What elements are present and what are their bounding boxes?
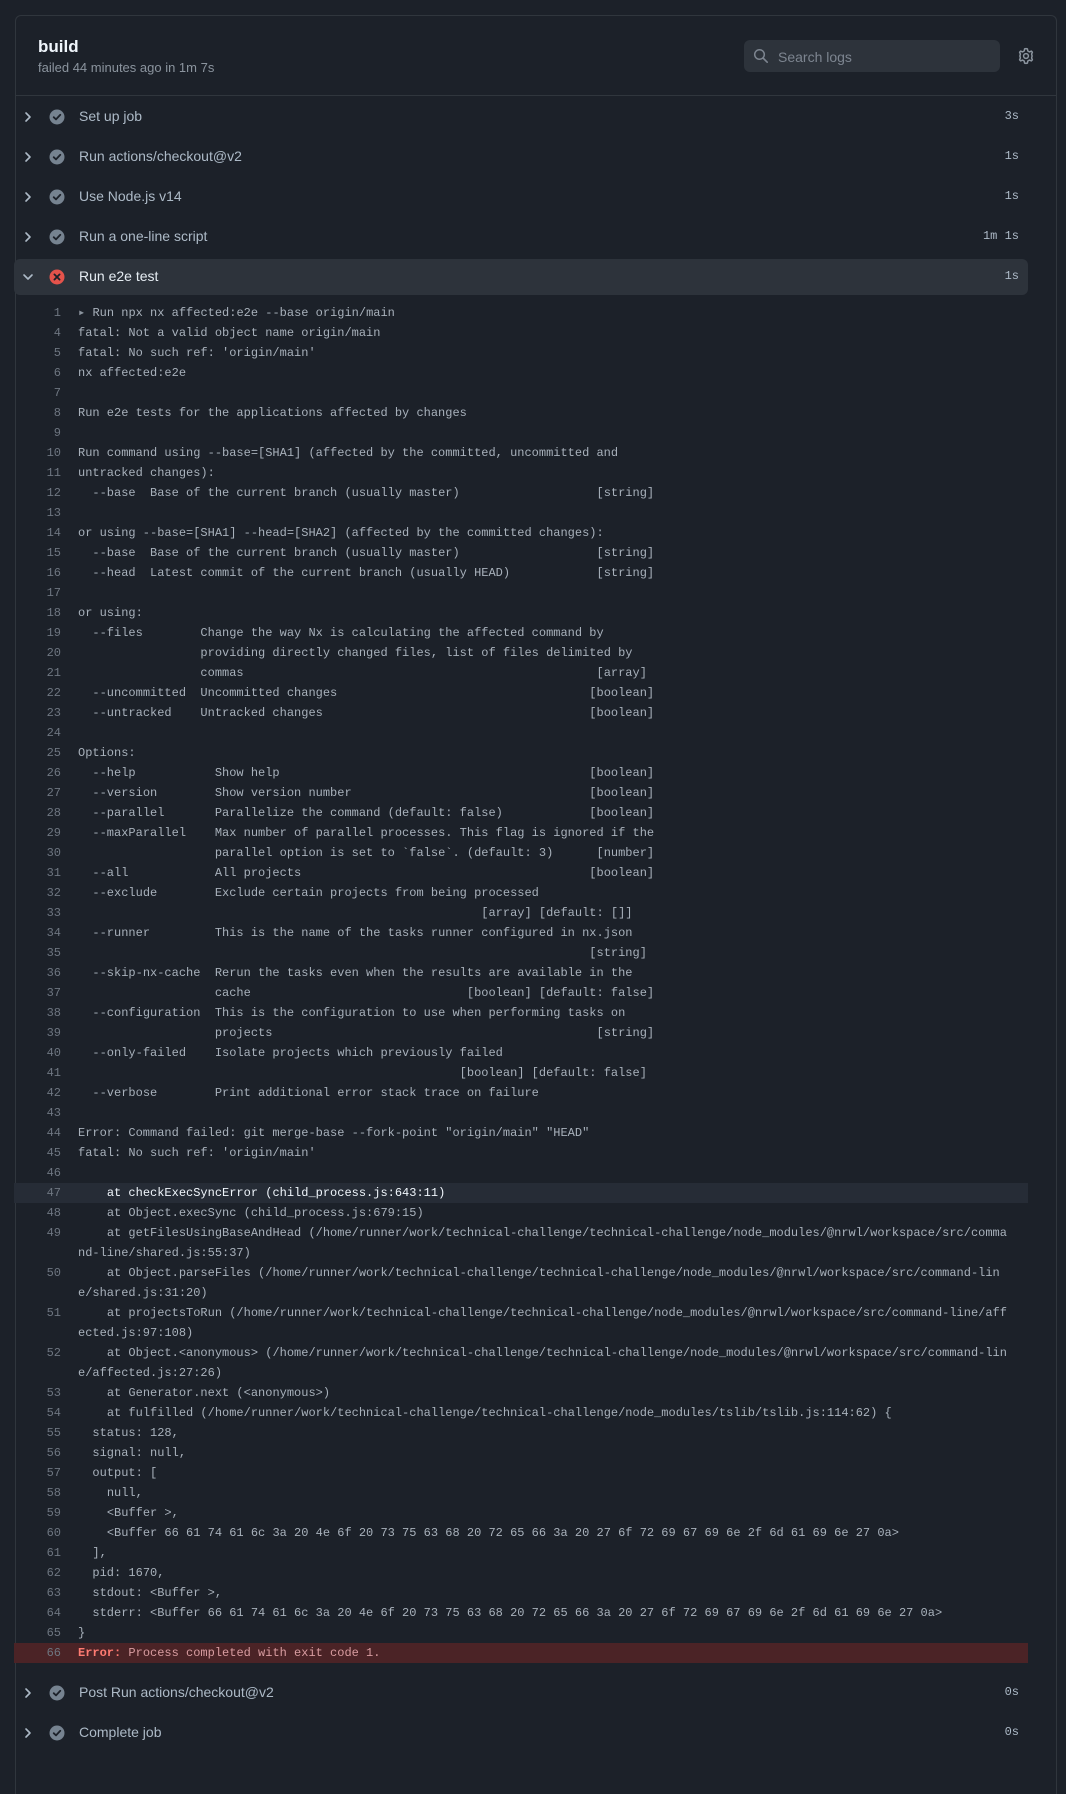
log-line (14, 323, 1028, 343)
line-number[interactable]: 17 (46, 586, 61, 600)
log-line (14, 1403, 1028, 1423)
log-text (78, 923, 1028, 943)
line-number[interactable]: 34 (46, 926, 61, 940)
log-text (78, 1303, 1028, 1343)
log-line-content: --verbose Print additional error stack trace on failure (78, 1086, 539, 1100)
line-number[interactable]: 32 (46, 886, 61, 900)
log-text (78, 1543, 1028, 1563)
line-number[interactable]: 43 (46, 1106, 61, 1120)
log-line-content: providing directly changed files, list of files delimited by (78, 646, 633, 660)
step-name: Run e2e test (79, 268, 159, 284)
log-line (14, 1303, 1028, 1343)
log-line-content: or using --base=[SHA1] --head=[SHA2] (affected by the committed changes): (78, 526, 604, 540)
log-line-content: signal: null, (78, 1446, 187, 1460)
log-line-content: --uncommitted Uncommitted changes [boolean] (78, 686, 655, 700)
line-number[interactable]: 31 (46, 866, 61, 880)
line-number[interactable]: 25 (46, 746, 61, 760)
log-line (14, 1203, 1028, 1223)
line-number[interactable]: 38 (46, 1006, 61, 1020)
gear-icon[interactable] (1017, 47, 1035, 65)
log-line-content: Process completed with exit code 1. (128, 1646, 381, 1660)
line-number[interactable]: 30 (46, 846, 61, 860)
log-line (14, 1463, 1028, 1483)
log-line-content: --base Base of the current branch (usually master) [string] (78, 486, 655, 500)
job-status-text: failed 44 minutes ago in 1m 7s (38, 60, 215, 75)
line-number[interactable]: 19 (46, 626, 61, 640)
line-number[interactable]: 42 (46, 1086, 61, 1100)
line-number[interactable]: 6 (53, 366, 61, 380)
log-line (14, 883, 1028, 903)
log-text (78, 1583, 1028, 1603)
line-number[interactable]: 50 (46, 1266, 61, 1280)
log-line (14, 943, 1028, 963)
line-number[interactable]: 7 (53, 386, 61, 400)
line-number[interactable]: 56 (46, 1446, 61, 1460)
log-line-content: Run npx nx affected:e2e --base origin/main (92, 306, 395, 320)
line-number[interactable]: 14 (46, 526, 61, 540)
line-number[interactable]: 64 (46, 1606, 61, 1620)
log-line-content: --head Latest commit of the current branch (usually HEAD) [string] (78, 566, 655, 580)
log-text (78, 1603, 1028, 1623)
log-line (14, 423, 1028, 443)
log-line (14, 1543, 1028, 1563)
log-line (14, 1043, 1028, 1063)
log-line (14, 1143, 1028, 1163)
log-text (78, 1503, 1028, 1523)
search-logs-input[interactable] (776, 40, 994, 74)
log-text (78, 1463, 1028, 1483)
log-line-content: at fulfilled (/home/runner/work/technical-challenge/technical-challenge/node_modules/tslib/tslib.js:114:62) { (78, 1406, 892, 1420)
log-line-content: --files Change the way Nx is calculating the affected command by (78, 626, 604, 640)
line-number[interactable]: 58 (46, 1486, 61, 1500)
steps-list (14, 99, 1028, 1755)
chevron-right-icon (22, 111, 34, 123)
log-text (78, 1523, 1028, 1543)
line-number[interactable]: 26 (46, 766, 61, 780)
step-name: Complete job (79, 1724, 162, 1740)
log-text (78, 1623, 1028, 1643)
step-duration: 1s (1004, 189, 1019, 203)
log-line (14, 1103, 1028, 1123)
log-line (14, 1563, 1028, 1583)
log-line (14, 523, 1028, 543)
log-line-content: parallel option is set to `false`. (default: 3) [number] (78, 846, 655, 860)
chevron-right-icon (22, 231, 34, 243)
log-line (14, 983, 1028, 1003)
log-text (78, 763, 1028, 783)
log-line (14, 563, 1028, 583)
line-number[interactable]: 22 (46, 686, 61, 700)
line-number[interactable]: 44 (46, 1126, 61, 1140)
log-text (78, 883, 1028, 903)
log-text (78, 943, 1028, 963)
log-text (78, 1423, 1028, 1443)
search-icon (753, 48, 769, 64)
log-line (14, 383, 1028, 403)
log-line (14, 963, 1028, 983)
chevron-down-icon (22, 271, 34, 283)
check-circle-icon (49, 1685, 65, 1701)
log-line (14, 603, 1028, 623)
log-line (14, 1023, 1028, 1043)
log-text (78, 863, 1028, 883)
log-text (78, 1403, 1028, 1423)
step-duration: 1s (1004, 149, 1019, 163)
log-line-content: cache [boolean] [default: false] (78, 986, 655, 1000)
line-number[interactable]: 40 (46, 1046, 61, 1060)
log-text (78, 343, 1028, 363)
log-line (14, 1383, 1028, 1403)
line-number[interactable]: 5 (53, 346, 61, 360)
log-line-content: fatal: No such ref: 'origin/main' (78, 346, 316, 360)
log-text (78, 1023, 1028, 1043)
log-line (14, 1343, 1028, 1383)
line-number[interactable]: 9 (53, 426, 61, 440)
log-line-content: --all All projects [boolean] (78, 866, 655, 880)
log-line (14, 1443, 1028, 1463)
log-line (14, 723, 1028, 743)
log-line (14, 1263, 1028, 1303)
log-text (78, 823, 1028, 843)
log-line (14, 1083, 1028, 1103)
log-text (78, 1483, 1028, 1503)
log-line-content: pid: 1670, (78, 1566, 165, 1580)
step-duration: 0s (1004, 1725, 1019, 1739)
log-line-content: at Object.parseFiles (/home/runner/work/technical-challenge/technical-challenge/node_modules/@nrwl/workspace/src/command-line/shared.js:31:20) (78, 1266, 1000, 1300)
line-number[interactable]: 29 (46, 826, 61, 840)
log-line-content: --runner This is the name of the tasks runner configured in nx.json (78, 926, 633, 940)
log-line (14, 583, 1028, 603)
log-line (14, 783, 1028, 803)
log-line (14, 663, 1028, 683)
line-number[interactable]: 33 (46, 906, 61, 920)
log-text (78, 1203, 1028, 1223)
step-complete-job[interactable] (14, 1715, 1028, 1751)
log-line-content: fatal: Not a valid object name origin/main (78, 326, 381, 340)
log-line (14, 1503, 1028, 1523)
line-number[interactable]: 4 (53, 326, 61, 340)
line-number[interactable]: 27 (46, 786, 61, 800)
log-text (78, 563, 1028, 583)
log-line-content: or using: (78, 606, 143, 620)
line-number[interactable]: 65 (46, 1626, 61, 1640)
step-duration: 1m 1s (982, 229, 1019, 243)
log-line-content: status: 128, (78, 1426, 179, 1440)
line-number[interactable]: 36 (46, 966, 61, 980)
log-line (14, 803, 1028, 823)
log-text (78, 1643, 1028, 1663)
check-circle-icon (49, 149, 65, 165)
log-line-content: fatal: No such ref: 'origin/main' (78, 1146, 316, 1160)
line-number[interactable]: 21 (46, 666, 61, 680)
log-text (78, 603, 1028, 623)
log-line-content: [array] [default: []] (78, 906, 633, 920)
step-duration: 0s (1004, 1685, 1019, 1699)
x-circle-icon (49, 269, 65, 285)
log-line-content: nx affected:e2e (78, 366, 187, 380)
log-line (14, 843, 1028, 863)
log-text (78, 1083, 1028, 1103)
line-number[interactable]: 8 (53, 406, 61, 420)
log-line-content: --only-failed Isolate projects which previously failed (78, 1046, 503, 1060)
log-text (78, 463, 1028, 483)
line-number[interactable]: 18 (46, 606, 61, 620)
log-text (78, 543, 1028, 563)
step-name: Run a one-line script (79, 228, 208, 244)
log-line-content: at getFilesUsingBaseAndHead (/home/runner/work/technical-challenge/technical-challenge/node_modules/@nrwl/workspace/src/command-line/shared.js:55:37) (78, 1226, 1007, 1260)
line-number[interactable]: 46 (46, 1166, 61, 1180)
chevron-right-icon (22, 151, 34, 163)
log-line (14, 443, 1028, 463)
job-title: build (38, 37, 79, 56)
log-line (14, 483, 1028, 503)
log-line-content: --parallel Parallelize the command (default: false) [boolean] (78, 806, 655, 820)
step-duration: 1s (1004, 269, 1019, 283)
log-line (14, 1163, 1028, 1183)
log-line (14, 343, 1028, 363)
log-line-content: --version Show version number [boolean] (78, 786, 655, 800)
log-line (14, 743, 1028, 763)
log-line-content: --base Base of the current branch (usually master) [string] (78, 546, 655, 560)
line-number[interactable]: 54 (46, 1406, 61, 1420)
line-number[interactable]: 47 (46, 1186, 61, 1200)
log-line (14, 463, 1028, 483)
step-run-e2e-test[interactable] (14, 259, 1028, 295)
line-number[interactable]: 28 (46, 806, 61, 820)
chevron-right-icon (22, 1727, 34, 1739)
step-name: Run actions/checkout@v2 (79, 148, 242, 164)
log-line (14, 763, 1028, 783)
log-line-content: <Buffer 66 61 74 61 6c 3a 20 4e 6f 20 73 75 63 68 20 72 65 66 3a 20 27 6f 72 69 67 69 6e 2f 6d 61 69 6e 27 0a> (78, 1526, 899, 1540)
check-circle-icon (49, 229, 65, 245)
log-text (78, 803, 1028, 823)
log-text (78, 743, 1028, 763)
log-line (14, 543, 1028, 563)
step-post-run-actions-checkout-v2[interactable] (14, 1675, 1028, 1711)
log-line (14, 643, 1028, 663)
line-number[interactable]: 57 (46, 1466, 61, 1480)
log-line (14, 1603, 1028, 1623)
log-line-content: --exclude Exclude certain projects from being processed (78, 886, 539, 900)
log-line-content: Error: Command failed: git merge-base --fork-point "origin/main" "HEAD" (78, 1126, 590, 1140)
line-number[interactable]: 62 (46, 1566, 61, 1580)
log-text (78, 303, 1028, 323)
log-line-content: Run e2e tests for the applications affected by changes (78, 406, 467, 420)
log-line (14, 1003, 1028, 1023)
log-text (78, 443, 1028, 463)
log-text (78, 1343, 1028, 1383)
step-name: Set up job (79, 108, 143, 124)
log-line (14, 1583, 1028, 1603)
log-text (78, 843, 1028, 863)
line-number[interactable]: 35 (46, 946, 61, 960)
log-line (14, 1523, 1028, 1543)
step-name: Post Run actions/checkout@v2 (79, 1684, 274, 1700)
log-text (78, 643, 1028, 663)
log-text (78, 1063, 1028, 1083)
log-text (78, 663, 1028, 683)
line-number[interactable]: 24 (46, 726, 61, 740)
log-text (78, 1183, 1028, 1203)
log-line-content: --help Show help [boolean] (78, 766, 655, 780)
log-line-content: --configuration This is the configuration to use when performing tasks on (78, 1006, 626, 1020)
log-line (14, 1183, 1028, 1203)
line-number[interactable]: 55 (46, 1426, 61, 1440)
log-text (78, 1563, 1028, 1583)
log-text (78, 983, 1028, 1003)
step-log-output (14, 303, 1028, 1663)
log-line-content: at checkExecSyncError (child_process.js:643:11) (78, 1186, 446, 1200)
log-text (78, 1143, 1028, 1163)
log-line-content: <Buffer >, (78, 1506, 179, 1520)
log-line-content: ], (78, 1546, 107, 1560)
log-text (78, 623, 1028, 643)
log-line (14, 1423, 1028, 1443)
line-number[interactable]: 16 (46, 566, 61, 580)
step-run-actions-checkout-v2[interactable] (14, 139, 1028, 175)
chevron-right-icon (22, 1687, 34, 1699)
log-line-content: null, (78, 1486, 143, 1500)
log-text (78, 523, 1028, 543)
log-line-content: --skip-nx-cache Rerun the tasks even when the results are available in the (78, 966, 633, 980)
line-number[interactable]: 61 (46, 1546, 61, 1560)
line-number[interactable]: 37 (46, 986, 61, 1000)
log-text (78, 483, 1028, 503)
log-line-content: } (78, 1626, 86, 1640)
step-name: Use Node.js v14 (79, 188, 182, 204)
log-line (14, 503, 1028, 523)
log-text (78, 683, 1028, 703)
log-line-content: at Generator.next (<anonymous>) (78, 1386, 331, 1400)
line-number[interactable]: 51 (46, 1306, 61, 1320)
line-number[interactable]: 60 (46, 1526, 61, 1540)
log-line (14, 863, 1028, 883)
log-line-content: at projectsToRun (/home/runner/work/technical-challenge/technical-challenge/node_modules/@nrwl/workspace/src/command-line/affected.js:97:108) (78, 1306, 1007, 1340)
line-number[interactable]: 66 (46, 1646, 61, 1660)
log-line-content: stderr: <Buffer 66 61 74 61 6c 3a 20 4e 6f 20 73 75 63 68 20 72 65 66 3a 20 27 6f 72 69 67 69 6e 2f 6d 61 69 6e 27 0a> (78, 1606, 943, 1620)
log-line (14, 903, 1028, 923)
log-line (14, 1063, 1028, 1083)
log-text (78, 903, 1028, 923)
log-text (78, 363, 1028, 383)
line-number[interactable]: 45 (46, 1146, 61, 1160)
line-number[interactable]: 11 (46, 466, 61, 480)
caret-right-icon[interactable]: ▸ (78, 306, 93, 320)
log-text (78, 1223, 1028, 1263)
step-duration: 3s (1004, 109, 1019, 123)
line-number[interactable]: 20 (46, 646, 61, 660)
log-line (14, 1223, 1028, 1263)
job-header (16, 16, 1056, 96)
log-line (14, 623, 1028, 643)
log-line (14, 1483, 1028, 1503)
log-line (14, 303, 1028, 323)
log-text (78, 783, 1028, 803)
log-line-content: untracked changes): (78, 466, 215, 480)
log-line-content: at Object.execSync (child_process.js:679:15) (78, 1206, 424, 1220)
line-number[interactable]: 53 (46, 1386, 61, 1400)
line-number[interactable]: 52 (46, 1346, 61, 1360)
log-line (14, 923, 1028, 943)
line-number[interactable]: 13 (46, 506, 61, 520)
log-line-content: --maxParallel Max number of parallel processes. This flag is ignored if the (78, 826, 655, 840)
log-line-content: Run command using --base=[SHA1] (affected by the committed, uncommitted and (78, 446, 619, 460)
log-line-content: stdout: <Buffer >, (78, 1586, 223, 1600)
step-run-a-one-line-script[interactable] (14, 219, 1028, 255)
line-number[interactable]: 1 (53, 306, 61, 320)
log-line-content: [boolean] [default: false] (78, 1066, 647, 1080)
check-circle-icon (49, 109, 65, 125)
log-text (78, 1263, 1028, 1303)
line-number[interactable]: 12 (46, 486, 61, 500)
log-line (14, 823, 1028, 843)
line-number[interactable]: 41 (46, 1066, 61, 1080)
log-text (78, 1443, 1028, 1463)
log-text (78, 703, 1028, 723)
line-number[interactable]: 49 (46, 1226, 61, 1240)
log-line (14, 683, 1028, 703)
log-text (78, 1383, 1028, 1403)
log-line (14, 703, 1028, 723)
line-number[interactable]: 10 (46, 446, 61, 460)
log-line-content: at Object.<anonymous> (/home/runner/work/technical-challenge/technical-challenge/node_modules/@nrwl/workspace/src/command-line/affected.js:27:26) (78, 1346, 1007, 1380)
check-circle-icon (49, 1725, 65, 1741)
line-number[interactable]: 15 (46, 546, 61, 560)
log-text (78, 963, 1028, 983)
step-use-node-js-v14[interactable] (14, 179, 1028, 215)
log-line-content: output: [ (78, 1466, 158, 1480)
line-number[interactable]: 23 (46, 706, 61, 720)
line-number[interactable]: 48 (46, 1206, 61, 1220)
chevron-right-icon (22, 191, 34, 203)
search-logs-box[interactable] (744, 40, 1000, 72)
log-line (14, 363, 1028, 383)
log-text (78, 403, 1028, 423)
log-line-content: Options: (78, 746, 136, 760)
line-number[interactable]: 59 (46, 1506, 61, 1520)
check-circle-icon (49, 189, 65, 205)
log-line (14, 403, 1028, 423)
log-line-content: commas [array] (78, 666, 647, 680)
log-line (14, 1123, 1028, 1143)
log-line-content: [string] (78, 946, 647, 960)
log-text (78, 1003, 1028, 1023)
log-error-line (14, 1643, 1028, 1663)
log-text (78, 323, 1028, 343)
line-number[interactable]: 39 (46, 1026, 61, 1040)
log-text (78, 1043, 1028, 1063)
log-line-content: --untracked Untracked changes [boolean] (78, 706, 655, 720)
line-number[interactable]: 63 (46, 1586, 61, 1600)
log-text (78, 1123, 1028, 1143)
log-line-content: projects [string] (78, 1026, 655, 1040)
step-set-up-job[interactable] (14, 99, 1028, 135)
error-label: Error: (78, 1646, 122, 1660)
log-line (14, 1623, 1028, 1643)
